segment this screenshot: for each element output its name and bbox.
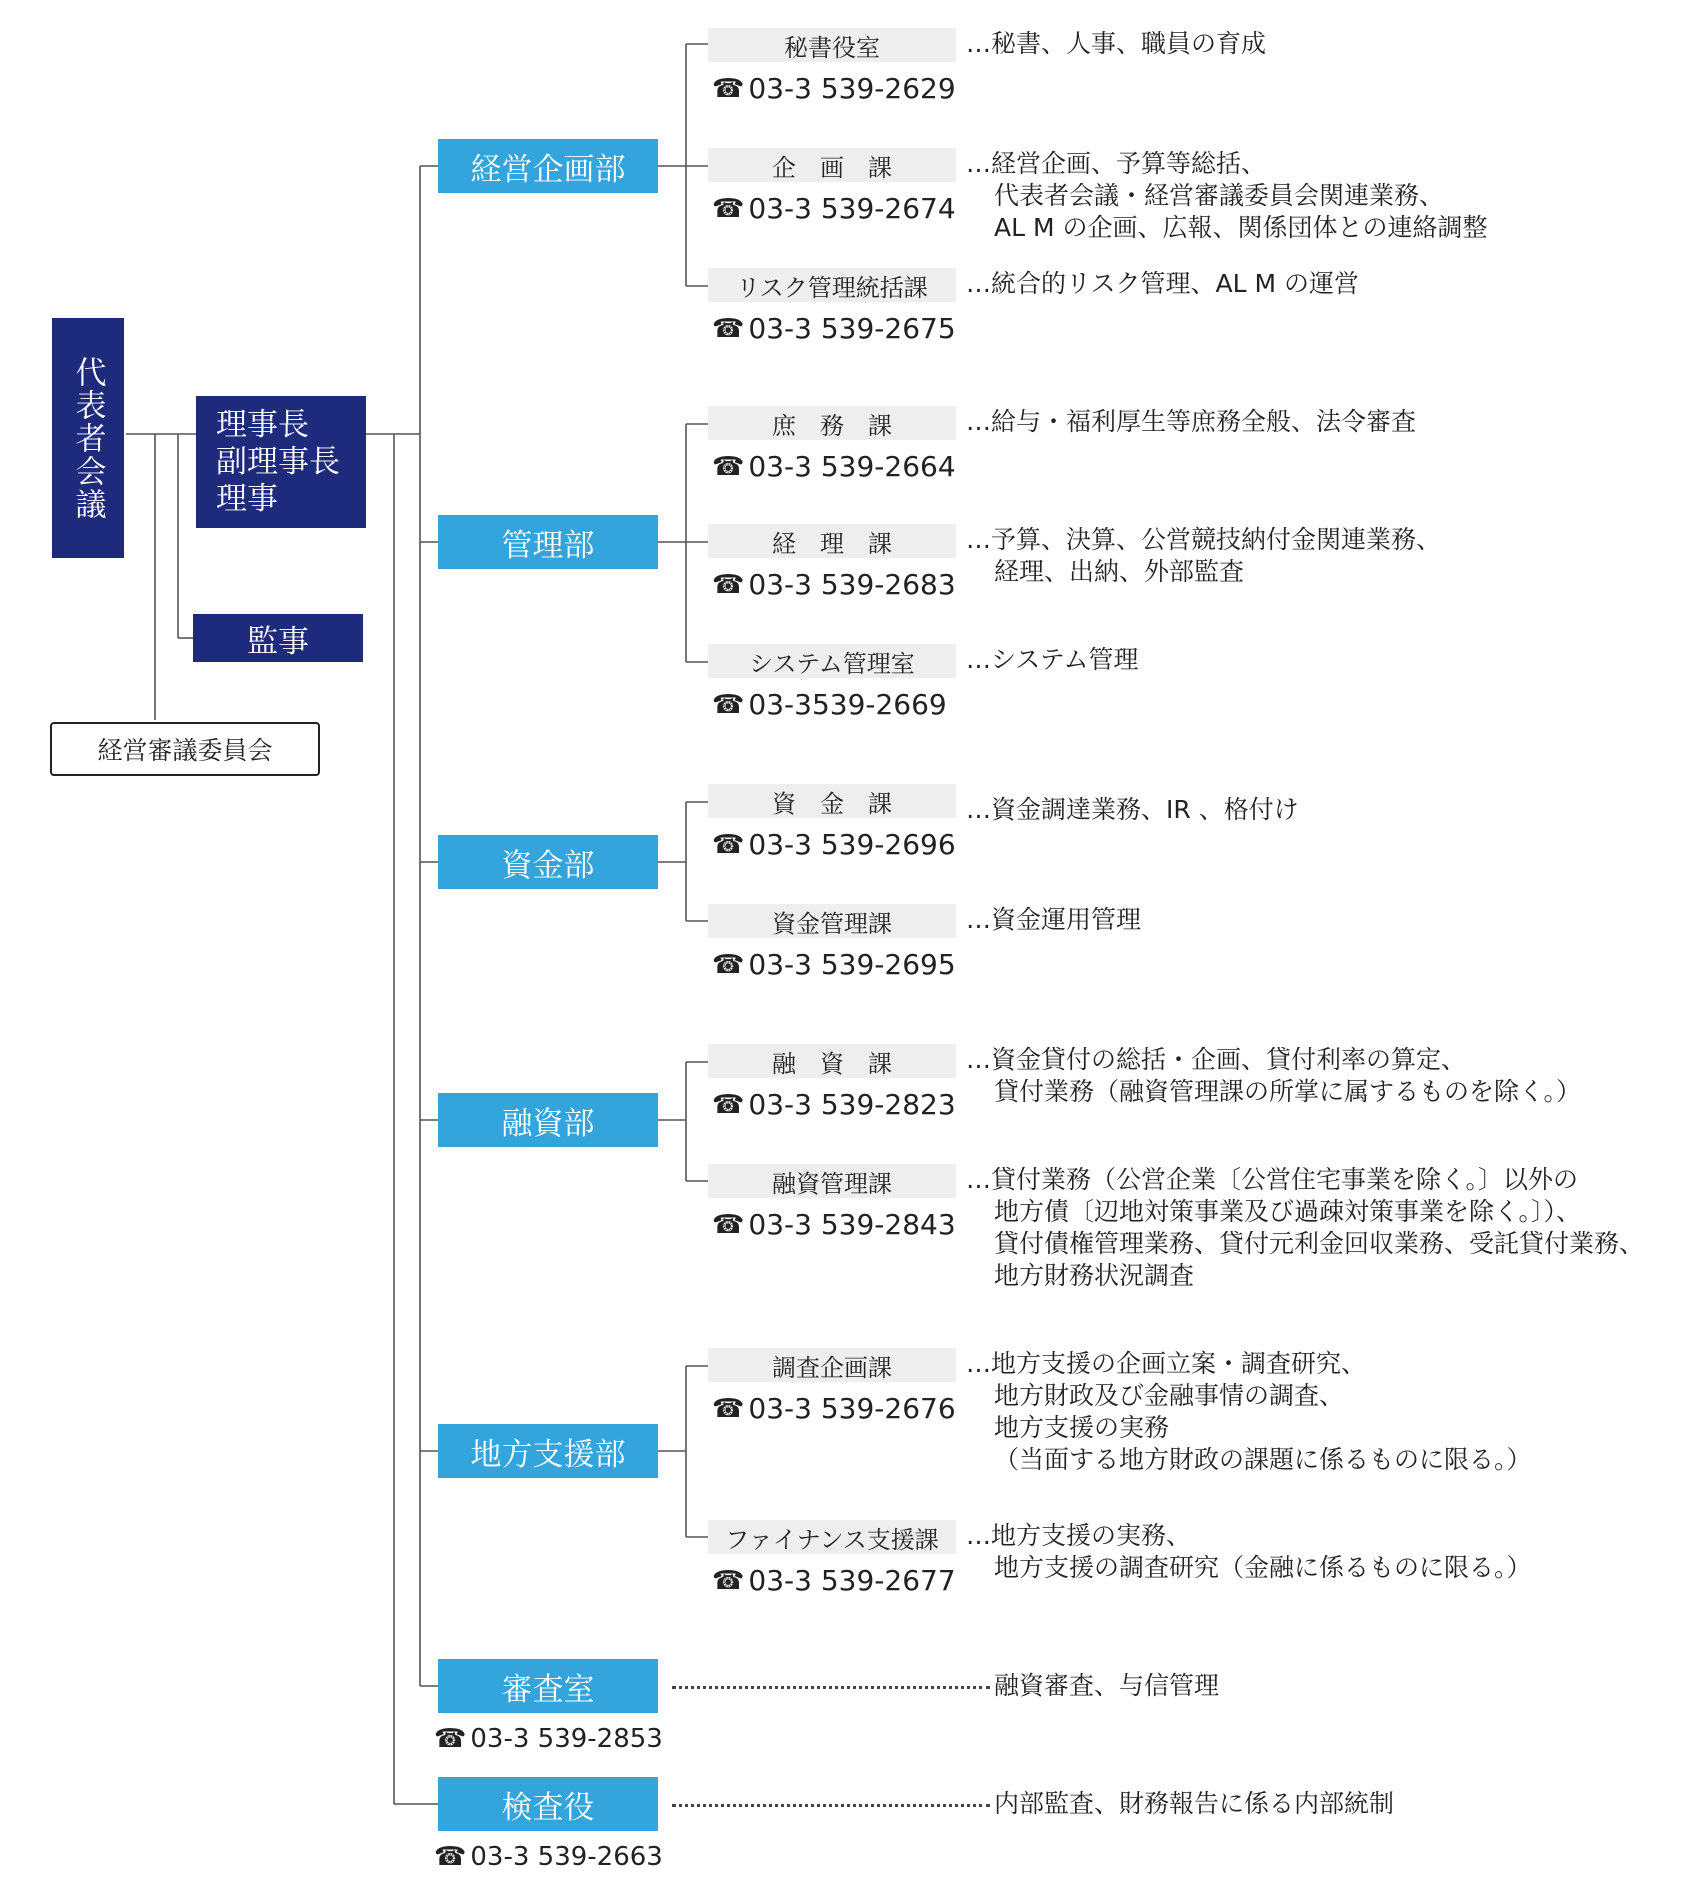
connector-yushi-sections [658,1062,708,1181]
phone-icon: ☎ [712,73,745,104]
dept-kanri [438,515,658,569]
section-yushi-kanri [708,1164,956,1198]
desc-line: …資金貸付の総括・企画、貸付利率の算定、 [966,1045,1467,1074]
council-label: 経営審議委員会 [97,736,273,765]
desc-shinsa [994,1670,1219,1702]
connector-shikin-sections [658,802,708,921]
connector-chiho-sections [658,1366,708,1537]
phone-yushi-kanri [712,1208,956,1241]
desc-line: …経営企画、予算等総括、 [966,149,1267,178]
dept-chiho [438,1424,658,1478]
section-shikin [708,784,956,818]
dept-keiei-label: 経営企画部 [470,151,626,188]
section-system-label: システム管理室 [749,649,915,678]
daihyo-box [52,318,124,558]
phone-shikin-kanri-number: 03-3 539-2695 [748,948,956,981]
desc-kikaku [966,148,1488,244]
exec-chairman: 理事長 [216,406,309,443]
phone-icon: ☎ [712,1565,745,1596]
desc-kensa [994,1788,1394,1820]
phone-chosa-number: 03-3 539-2676 [748,1392,956,1425]
phone-yushi-kanri-number: 03-3 539-2843 [748,1208,956,1241]
phone-finance-number: 03-3 539-2677 [748,1564,956,1597]
phone-kensa-number: 03-3 539-2663 [470,1842,663,1872]
section-chosa-label: 調査企画課 [772,1353,892,1382]
desc-finance [966,1520,1532,1584]
phone-icon: ☎ [434,1842,467,1872]
phone-kensa [434,1842,663,1872]
phone-risk-number: 03-3 539-2675 [748,312,956,345]
desc-shomu [966,406,1416,438]
exec-vice-chairman: 副理事長 [216,443,340,480]
phone-icon: ☎ [712,689,745,720]
phone-keiri-number: 03-3 539-2683 [748,568,956,601]
dept-shikin-label: 資金部 [501,847,595,884]
phone-shikin-kanri [712,948,956,981]
connector-keiei-sections [658,44,708,286]
desc-line: 地方支援の実務 [994,1413,1170,1442]
section-shomu-label: 庶 務 課 [772,411,892,440]
desc-line: …予算、決算、公営競技納付金関連業務、 [966,525,1442,554]
section-system [708,644,956,678]
section-yushi [708,1044,956,1078]
dept-kensa-label: 検査役 [501,1789,595,1826]
phone-system [712,688,947,721]
phone-kikaku [712,192,956,225]
section-shikin-kanri [708,904,956,938]
kanji-box [193,614,363,662]
desc-line: 代表者会議・経営審議委員会関連業務、 [994,181,1445,210]
phone-icon: ☎ [712,451,745,482]
dept-shikin [438,835,658,889]
phone-icon: ☎ [434,1724,467,1754]
phone-chosa [712,1392,956,1425]
phone-shinsa-number: 03-3 539-2853 [470,1724,663,1754]
dept-kanri-label: 管理部 [501,527,595,564]
section-shomu [708,406,956,440]
phone-icon: ☎ [712,1393,745,1424]
dept-yushi-label: 融資部 [501,1105,595,1142]
phone-icon: ☎ [712,949,745,980]
section-keiri-label: 経 理 課 [772,529,892,558]
phone-risk [712,312,956,345]
desc-keiri [966,524,1441,588]
desc-line: 内部監査、財務報告に係る内部統制 [994,1789,1395,1818]
desc-line: …統合的リスク管理、AL M の運営 [966,269,1359,298]
desc-line: AL M の企画、広報、関係団体との連絡調整 [994,213,1488,242]
section-kikaku [708,148,956,182]
section-kikaku-label: 企 画 課 [772,153,892,182]
phone-system-number: 03-3539-2669 [748,688,947,721]
phone-icon: ☎ [712,313,745,344]
desc-line: 地方債〔辺地対策事業及び過疎対策事業を除く。〕）、 [994,1197,1582,1226]
section-risk-label: リスク管理統括課 [736,273,928,302]
connector-kanri-sections [658,424,708,662]
desc-line: 地方財務状況調査 [994,1261,1195,1290]
exec-director: 理事 [216,480,278,517]
section-hisho-label: 秘書役室 [784,33,880,62]
executives-box [196,396,366,528]
desc-line: 貸付債権管理業務、貸付元利金回収業務、受託貸付業務、 [994,1229,1645,1258]
phone-icon: ☎ [712,193,745,224]
phone-kikaku-number: 03-3 539-2674 [748,192,956,225]
leader-dots-kensa [672,1804,990,1807]
phone-icon: ☎ [712,1209,745,1240]
desc-chosa [966,1348,1532,1476]
section-shikin-kanri-label: 資金管理課 [772,909,892,938]
desc-system [966,644,1139,676]
section-shikin-label: 資 金 課 [772,789,892,818]
desc-line: …秘書、人事、職員の育成 [966,29,1267,58]
desc-shikin [966,794,1299,826]
dept-kensa [438,1777,658,1831]
desc-line: 融資審査、与信管理 [994,1671,1220,1700]
phone-icon: ☎ [712,1089,745,1120]
dept-shinsa [438,1659,658,1713]
section-hisho [708,28,956,62]
kanji-label: 監事 [247,623,309,660]
desc-line: …資金運用管理 [966,905,1142,934]
phone-hisho [712,72,956,105]
section-keiri [708,524,956,558]
desc-line: …貸付業務（公営企業〔公営住宅事業を除く。〕以外の [966,1165,1579,1194]
phone-yushi [712,1088,956,1121]
phone-icon: ☎ [712,569,745,600]
section-risk [708,268,956,302]
section-finance [708,1520,956,1554]
daihyo-label: 代表者会議 [69,355,106,521]
section-yushi-label: 融 資 課 [772,1049,892,1078]
desc-line: …地方支援の実務、 [966,1521,1192,1550]
desc-shikin-kanri [966,904,1141,936]
desc-line: （当面する地方財政の課題に係るものに限る。） [994,1445,1532,1474]
phone-yushi-number: 03-3 539-2823 [748,1088,956,1121]
phone-hisho-number: 03-3 539-2629 [748,72,956,105]
phone-icon: ☎ [712,829,745,860]
desc-yushi [966,1044,1581,1108]
dept-yushi [438,1093,658,1147]
phone-finance [712,1564,956,1597]
dept-chiho-label: 地方支援部 [470,1436,626,1473]
desc-yushi-kanri [966,1164,1644,1292]
desc-line: 地方支援の調査研究（金融に係るものに限る。） [994,1553,1532,1582]
phone-shikin-number: 03-3 539-2696 [748,828,956,861]
desc-line: …地方支援の企画立案・調査研究、 [966,1349,1367,1378]
leader-dots-shinsa [672,1686,990,1689]
desc-line: …システム管理 [966,645,1139,674]
phone-shikin [712,828,956,861]
desc-line: …給与・福利厚生等庶務全般、法令審査 [966,407,1417,436]
desc-line: …資金調達業務、IR 、格付け [966,795,1299,824]
section-finance-label: ファイナンス支援課 [725,1525,939,1554]
phone-shinsa [434,1724,663,1754]
dept-shinsa-label: 審査室 [501,1671,595,1708]
desc-line: 経理、出納、外部監査 [994,557,1245,586]
phone-shomu [712,450,956,483]
phone-shomu-number: 03-3 539-2664 [748,450,956,483]
phone-keiri [712,568,956,601]
council-box [50,722,320,776]
desc-hisho [966,28,1266,60]
section-chosa [708,1348,956,1382]
section-yushi-kanri-label: 融資管理課 [772,1169,892,1198]
desc-line: 地方財政及び金融事情の調査、 [994,1381,1345,1410]
desc-line: 貸付業務（融資管理課の所掌に属するものを除く。） [994,1077,1582,1106]
dept-keiei [438,139,658,193]
desc-risk [966,268,1359,300]
